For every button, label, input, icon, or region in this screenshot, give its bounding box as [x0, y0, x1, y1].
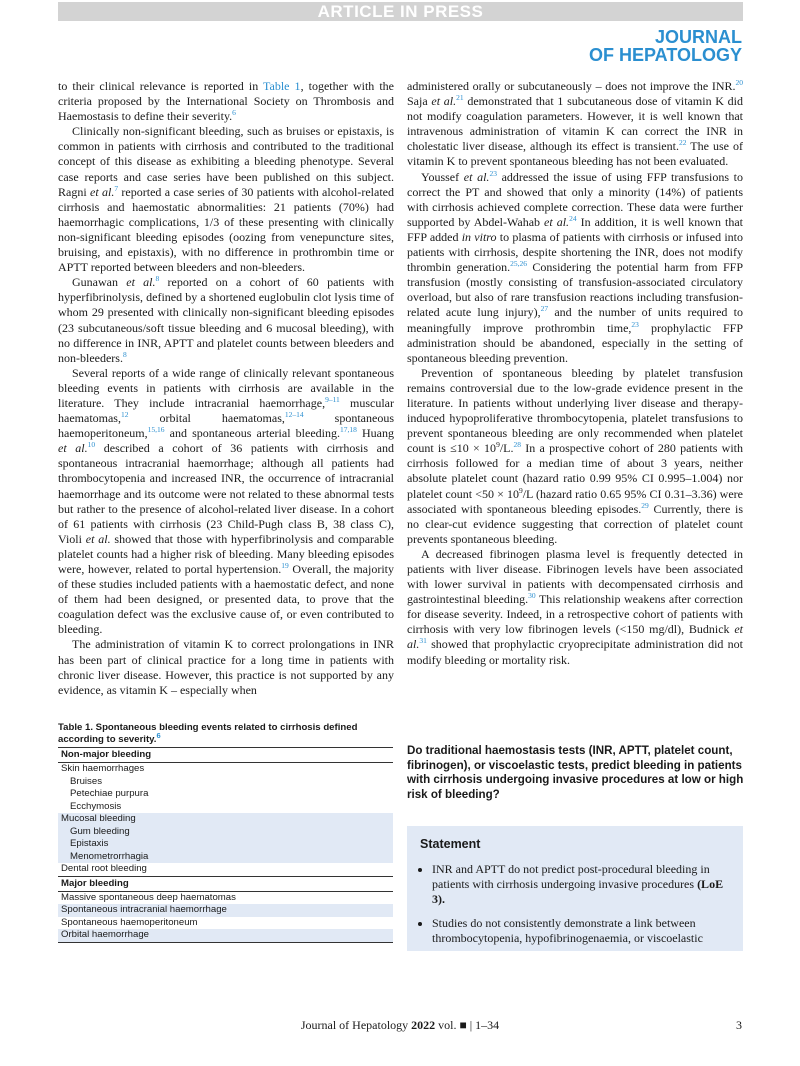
table-caption: Table 1. Spontaneous bleeding events related to cirrhosis defined according to severity.$^6$ [58, 722, 358, 745]
journal-logo-line2: OF HEPATOLOGY [588, 45, 742, 65]
table-row [58, 851, 393, 864]
citation[interactable]: 25,26 [510, 259, 527, 269]
table-1-link[interactable]: Table 1 [263, 79, 301, 93]
citation[interactable]: 10 [87, 440, 96, 450]
table-row [58, 813, 393, 826]
question-heading: Do traditional haemostasis tests (INR, APTT, platelet count, fibrinogen), or viscoelastic tests, predict bleeding in patients with cirrhosis undergoing invasive procedures at low or high risk of bleeding? [407, 744, 744, 801]
table-row [58, 801, 393, 814]
table-header-non-major [58, 748, 393, 763]
citation[interactable]: 12–14 [284, 410, 304, 420]
citation[interactable]: 30 [528, 591, 536, 601]
citation[interactable]: 28 [513, 440, 521, 450]
table-header-major [58, 876, 393, 891]
table-cell: Spontaneous haemoperitoneum [61, 916, 198, 928]
citation[interactable]: 6 [156, 730, 161, 740]
citation[interactable]: 29 [641, 500, 649, 510]
table-cell: Epistaxis [58, 838, 393, 851]
statement-list [407, 862, 743, 946]
statement-item: • Studies do not consistently demonstrate a link between thrombocytopenia, hypofibrinogenaemia, or viscoelastic [432, 916, 731, 946]
table-row [58, 763, 393, 776]
paragraph: administered orally or subcutaneously – does not improve the INR.$^{20}$ Saja et al.$^{21}$ demonstrated that 1 subcutaneous dose of vitamin K did not modify coagulation parameters. However, it is well known that intravenous administration of vitamin K can correct the INR in cholestatic liver disease, although its effect is transient.$^{22}$ The use of vitamin K to prevent spontaneous bleeding has not been evaluated. [407, 78, 743, 169]
table-row [58, 929, 393, 942]
bleeding-table [58, 747, 393, 943]
table-row [58, 891, 393, 904]
table-cell: Mucosal bleeding [58, 813, 393, 826]
citation[interactable]: 9–11 [325, 394, 340, 404]
statement-title: Statement [420, 837, 481, 851]
table-row [58, 826, 393, 839]
article-in-press-banner: ARTICLE IN PRESS [58, 2, 743, 21]
table-row [58, 904, 393, 917]
table-cell: Spontaneous intracranial haemorrhage [58, 904, 393, 917]
paragraph: Prevention of spontaneous bleeding by platelet transfusion remains controversial due to the low-grade evidence present in the literature. In patients without underlying liver disease and therapy-induced hypoproliferative thrombocytopenia, platelet transfusions to prevent spontaneous bleeding are only recommended when platelet count is $\le 10 \times 10^9/L.^{28}$ In a prospective cohort of 280 patients with cirrhosis followed for a median time of about 3 years, neither absolute platelet count (hazard ratio 0.99 95% CI 0.995–1.004) nor platelet count $<50 \times 10^9/L$ (hazard ratio 0.65 95% CI 0.31–3.36) were associated with spontaneous bleeding episodes.$^{29}$ Currently, there is no clear-cut evidence suggesting that correction of platelet count prevents spontaneous bleeding. [407, 365, 743, 546]
paragraph: Gunawan et al.$^8$ reported on a cohort of 60 patients with hyperfibrinolysis, defined by a shortened euglobulin clot lysis time of whom 29 presented with clinically non-significant bleeding episodes (23 subcutaneous/soft tissue bleeding and 6 mucosal bleeding), with no difference in INR, APTT and platelet counts between bleeders and non-bleeders.$^8$ [58, 274, 394, 365]
right-column [407, 79, 743, 668]
table-cell: Bruises [70, 775, 102, 787]
citation[interactable]: 6 [232, 108, 236, 118]
citation[interactable]: 31 [419, 636, 427, 646]
table-cell: Ecchymosis [70, 800, 122, 812]
table-1 [58, 722, 393, 943]
citation[interactable]: 19 [281, 561, 289, 570]
footer-citation: Journal of Hepatology 2022 vol. ■ | 1–34 [300, 1018, 500, 1032]
citation[interactable]: 20 [735, 78, 743, 87]
table-row [58, 788, 393, 801]
paragraph: A decreased fibrinogen plasma level is frequently detected in patients with liver disease. Fibrinogen levels have been associated with lower survival in patients with decompensated cirrhosis and gastrointestinal bleeding.$^{30}$ This relationship weakens after correction for disease severity. Indeed, in a retrospective cohort of patients with cirrhosis with very low fibrinogen levels (<150 mg/dl), Budnick et al.$^{31}$ showed that prophylactic cryoprecipitate administration did not modify bleeding or mortality risk. [407, 546, 744, 667]
table-cell: Major bleeding [58, 876, 393, 891]
citation[interactable]: 8 [155, 274, 160, 284]
citation[interactable]: 24 [569, 213, 577, 223]
journal-logo-line1: JOURNAL [654, 27, 742, 47]
table-cell: Petechiae purpura [70, 788, 149, 799]
paragraph: Youssef et al.$^{23}$ addressed the issue of using FFP transfusions to correct the PT and showed that only a minority (14%) of patients with cirrhosis achieved complete correction. These data were further supported by Abdel-Wahab et al.$^{24}$ In addition, it is well known that FFP added in vitro to plasma of patients with cirrhosis or infused into patients with cirrhosis, despite shortening the INR, does not modify thrombin generation.$^{25,26}$ Considering the potential harm from FFP transfusion (mostly consisting of transfusion-associated circulatory overload, but also of rare transfusion reactions including transfusion-related acute lung injury),$^{27}$ and the number of units required to meaningfully improve prothrombin time,$^{23}$ prophylactic FFP administration should be abandoned, especially in the setting of spontaneous bleeding prevention. [407, 168, 744, 365]
paragraph: Several reports of a wide range of clinically relevant spontaneous bleeding events in patients with cirrhosis are available in the literature. They include intracranial haemorrhage,$^{9-11}$ muscular haematomas,$^{12}$ orbital haematomas,$^{12-14}$ spontaneous haemoperitoneum,$^{15,16}$ and spontaneous arterial bleeding.$^{17,18}$ Huang et al.$^{10}$ described a cohort of 36 patients with cirrhosis and spontaneous intracranial haemorrhage; although all patients had thrombocytopenia and increased INR, the occurrence of intracranial haemorrhage and its outcome were not related to these abnormal tests but rather to the presence of alcohol-related liver disease. In a cohort of 61 patients with cirrhosis (23 Child-Pugh class B, 38 class C), Violi et al. showed that those with hyperfibrinolysis and comparable platelet counts had a higher risk of bleeding. Many bleeding episodes were, however, related to portal hypertension.$^{19}$ Overall, the majority of these studies included patients with a haemostatic defect, and none of them had been designed, or presented data, to prove that the coagulation defect was the exclusive cause of, or even contributed to bleeding. [58, 365, 394, 637]
paragraph: to their clinical relevance is reported in Table 1, together with the criteria proposed by the International Society on Thrombosis and Haemostasis to define their severity.$^6$ [58, 79, 395, 124]
table-cell: Orbital haemorrhage [58, 929, 393, 942]
citation[interactable]: 15,16 [147, 425, 165, 435]
table-cell: Non-major bleeding [58, 748, 393, 763]
table-row [58, 863, 393, 876]
citation[interactable]: 7 [114, 183, 119, 193]
table-cell: Menometrorrhagia [58, 851, 393, 864]
table-cell: Massive spontaneous deep haematomas [61, 891, 236, 903]
table-cell: Dental root bleeding [61, 863, 147, 874]
statement-box [407, 826, 743, 951]
paragraph: Clinically non-significant bleeding, such as bruises or epistaxis, is common in patients with cirrhosis and contributed to the traditional concept of this disease as exhibiting a bleeding phenotype. Several case reports and case series have been published on this subject. Ragni et al.$^7$ reported a case series of 30 patients with alcohol-related cirrhosis and haemostatic abnormalities: 21 patients (70%) had haemorrhagic complications, 1/3 of these presenting with clinically non-significant bleeding episodes (oozing from venepuncture sites, bruising, and epistaxis), with no difference in prothrombin time or APTT reported between bleeders and non-bleeders. [58, 124, 394, 275]
table-cell: Skin haemorrhages [61, 763, 145, 774]
citation[interactable]: 12 [120, 410, 129, 420]
table-cell: Gum bleeding [58, 826, 393, 839]
citation[interactable]: 21 [456, 93, 464, 103]
page-number: 3 [736, 1018, 742, 1032]
statement-item: • INR and APTT do not predict post-procedural bleeding in patients with cirrhosis undergoing invasive procedures (LoE 3). [432, 862, 731, 907]
journal-logo [589, 28, 742, 64]
table-row [58, 776, 393, 789]
table-row [58, 838, 393, 851]
citation[interactable]: 22 [678, 138, 687, 148]
citation[interactable]: 27 [540, 304, 549, 314]
paragraph: The administration of vitamin K to correct prolongations in INR has been part of clinical practice for a long time in patients with chronic liver disease. However, this practice is not supported by any evidence, as vitamin K – especially when [58, 637, 394, 697]
citation[interactable]: 8 [122, 349, 127, 359]
left-column [58, 79, 394, 698]
citation[interactable]: 17,18 [340, 425, 357, 435]
table-row [58, 917, 393, 930]
citation[interactable]: 23 [631, 319, 639, 329]
citation[interactable]: 23 [489, 168, 497, 178]
